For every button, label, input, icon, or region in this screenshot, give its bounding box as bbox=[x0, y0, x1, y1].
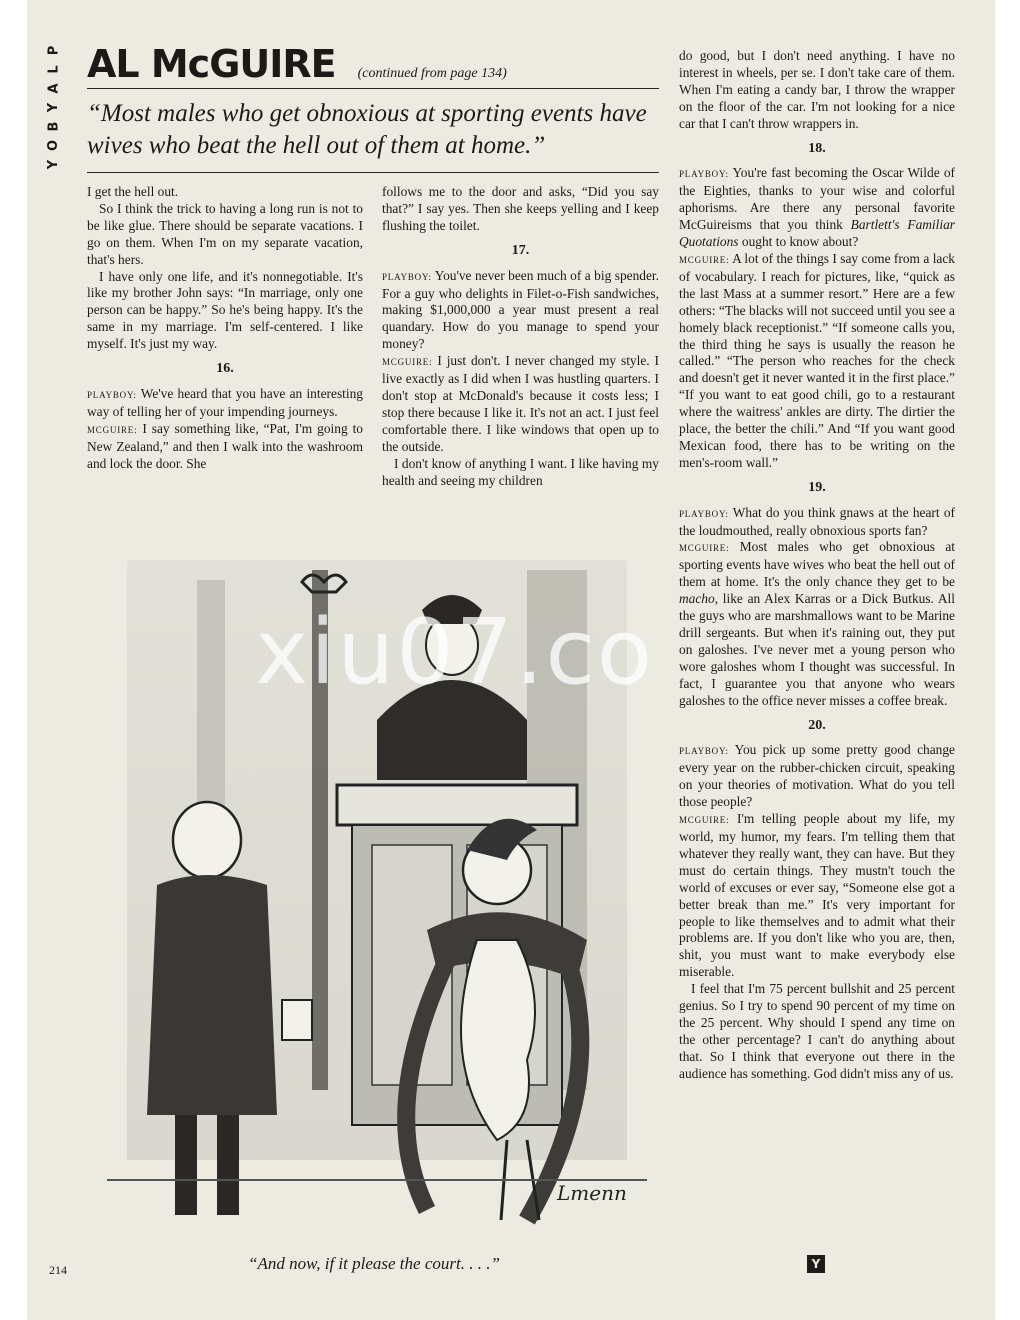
answer bbox=[382, 353, 659, 455]
paragraph: I have only one life, and it's nonnegotiable. It's like my brother John says: “In marriage, only one person can be happy.” So he's being happy. It's the same in my marriage. I'm self-centered. I like myself. It's just my way. bbox=[87, 268, 363, 352]
page-number: 214 bbox=[49, 1263, 67, 1277]
article-title: AL McGUIRE bbox=[87, 42, 336, 86]
artist-signature: Lmenn bbox=[557, 1181, 627, 1205]
question-text: You've never been much of a big spender. For a guy who delights in Filet-o-Fish sandwiches, making $1,000,000 a year must present a real quandary. How do you manage to spend your money? bbox=[382, 267, 659, 352]
answer-text: I'm telling people about my life, my world, my humor, my fears. I'm telling them that whatever they really want, they can have. But they must do certain things. They mustn't touch the world of excuses or ever say, “Someone else got a better break than me.” It's very important for people to like themselves and to admit what their problems are. If you don't like who you are, then, shit, you must want to make everybody else miserable. bbox=[679, 811, 955, 980]
side-logo-letter: O bbox=[46, 139, 62, 152]
pull-quote-rule bbox=[87, 172, 659, 173]
question bbox=[382, 268, 659, 354]
cartoon-caption: “And now, if it please the court. . . .” bbox=[248, 1254, 500, 1273]
question-text: You pick up some pretty good change every year on the rubber-chicken circuit, speaking on your theories of motivation. What do you tell those people? bbox=[679, 742, 955, 810]
column-3 bbox=[679, 48, 955, 1083]
answer-text: I say something like, “Pat, I'm going to New Zealand,” and then I walk into the washroom and lock the door. She bbox=[87, 420, 363, 471]
answer bbox=[679, 811, 955, 981]
question-text: ought to know about? bbox=[738, 234, 859, 250]
question-text: What do you think gnaws at the heart of the loudmouthed, really obnoxious sports fan? bbox=[679, 504, 955, 538]
question bbox=[679, 505, 955, 540]
question-number: 17. bbox=[511, 242, 530, 258]
speaker-label: PLAYBOY: bbox=[679, 746, 729, 757]
question-number: 20. bbox=[808, 717, 826, 733]
speaker-label: MCGUIRE: bbox=[382, 357, 433, 368]
title-rule bbox=[87, 88, 659, 89]
question-number: 16. bbox=[216, 361, 234, 377]
answer bbox=[679, 539, 955, 709]
speaker-label: PLAYBOY: bbox=[679, 169, 729, 180]
bunny-end-mark-icon: Y bbox=[807, 1255, 825, 1273]
speaker-label: MCGUIRE: bbox=[679, 815, 730, 826]
answer bbox=[87, 421, 363, 473]
side-logo-letter: B bbox=[46, 121, 62, 132]
side-logo-letter: L bbox=[46, 65, 62, 74]
paragraph: I get the hell out. bbox=[87, 184, 179, 199]
paragraph: I don't know of anything I want. I like having my health and seeing my children bbox=[382, 455, 659, 488]
question-number: 19. bbox=[808, 479, 826, 495]
answer-text: A lot of the things I say come from a lack of vocabulary. I reach for pictures, like, “quick as the last Mass at a summer resort.” Here are a few others: “The blacks will not succeed until you see a homely black receptionist.” “If someone calls you, the third thing he says is usually the reason he called.” “The person who reaches for the check and doesn't get it never wanted it in the first place.” “If you want to eat good chili, go to a restaurant where the waitress' ankles are dirty. The dirtier the place, the better the chili.” And “If you want good Mexican food, there has to be writing on the men's-room wall.” bbox=[679, 250, 955, 470]
emphasis: macho bbox=[679, 591, 715, 607]
question-number: 18. bbox=[808, 140, 826, 156]
speaker-label: MCGUIRE: bbox=[679, 543, 730, 554]
headline bbox=[87, 42, 659, 86]
question-text: We've heard that you have an interesting way of telling her of your impending journeys. bbox=[87, 385, 363, 419]
paragraph: So I think the trick to having a long run is not to be like glue. There should be separate vacations. I go on them. When I'm on my separate vacation, that's hers. bbox=[87, 200, 363, 267]
side-logo-letter: A bbox=[46, 83, 62, 94]
paragraph: do good, but I don't need anything. I have no interest in wheels, per se. I don't take care of them. When I'm eating a candy bar, I throw the wrapper on the floor of the car. I'm not looking for a nice car that I can't throw wrappers in. bbox=[679, 48, 955, 131]
question bbox=[679, 742, 955, 811]
side-logo-letter: Y bbox=[46, 159, 62, 170]
answer-text: I just don't. I never changed my style. I live exactly as I did when I was hustling quarters. I don't stop at McDonald's because it costs less; I stop there because I like it. It's not an act. I just feel comfortable there. I like windows that open up to the outside. bbox=[382, 353, 659, 454]
courtroom-cartoon bbox=[87, 540, 661, 1250]
answer-text: Most males who get obnoxious at sporting events have wives who beat the hell out of them at home. It's the only chance they get to be bbox=[679, 539, 955, 590]
watermark: xiu07.co bbox=[255, 600, 654, 705]
speaker-label: PLAYBOY: bbox=[382, 271, 432, 282]
pull-quote: “Most males who get obnoxious at sporting events have wives who beat the hell out of them at home.” bbox=[87, 100, 647, 159]
column-2 bbox=[382, 184, 659, 489]
side-logo bbox=[41, 44, 67, 204]
side-logo-letter: P bbox=[46, 45, 62, 56]
column-1 bbox=[87, 184, 363, 473]
question bbox=[87, 386, 363, 421]
speaker-label: MCGUIRE: bbox=[87, 424, 138, 435]
question bbox=[679, 165, 955, 251]
answer bbox=[679, 251, 955, 472]
speaker-label: PLAYBOY: bbox=[679, 508, 729, 519]
question-text: You're fast becoming the Oscar Wilde of the Eighties, thanks to your wise and colorful aphorisms. Are there any personal favorite McGuireisms that you think bbox=[679, 165, 955, 233]
continued-note: (continued from page 134) bbox=[357, 66, 507, 81]
paragraph: I feel that I'm 75 percent bullshit and 25 percent genius. So I try to spend 90 percent of my time on the 25 percent. Why should I spend any time on the other percentage? I can't do anything about that. So I think that everyone out there in the audience has something. God didn't miss any of us. bbox=[679, 981, 955, 1081]
book-title: Bartlett's Familiar Quotations bbox=[679, 217, 955, 250]
speaker-label: MCGUIRE: bbox=[679, 254, 730, 265]
side-logo-letter: Y bbox=[46, 102, 62, 113]
magazine-page bbox=[27, 0, 995, 1320]
speaker-label: PLAYBOY: bbox=[87, 389, 137, 400]
answer-text: , like an Alex Karras or a Dick Butkus. All the guys who are marshmallows want to be Marine drill sergeants. But when it's raining out, they put on galoshes. I've never met a young person who wore galoshes whom I thought was successful. In fact, I guarantee you that anyone who wears galoshes to the office never misses a coffee break. bbox=[679, 591, 955, 708]
paragraph: follows me to the door and asks, “Did you say that?” I say yes. Then she keeps yelling and I keep flushing the toilet. bbox=[382, 184, 659, 233]
